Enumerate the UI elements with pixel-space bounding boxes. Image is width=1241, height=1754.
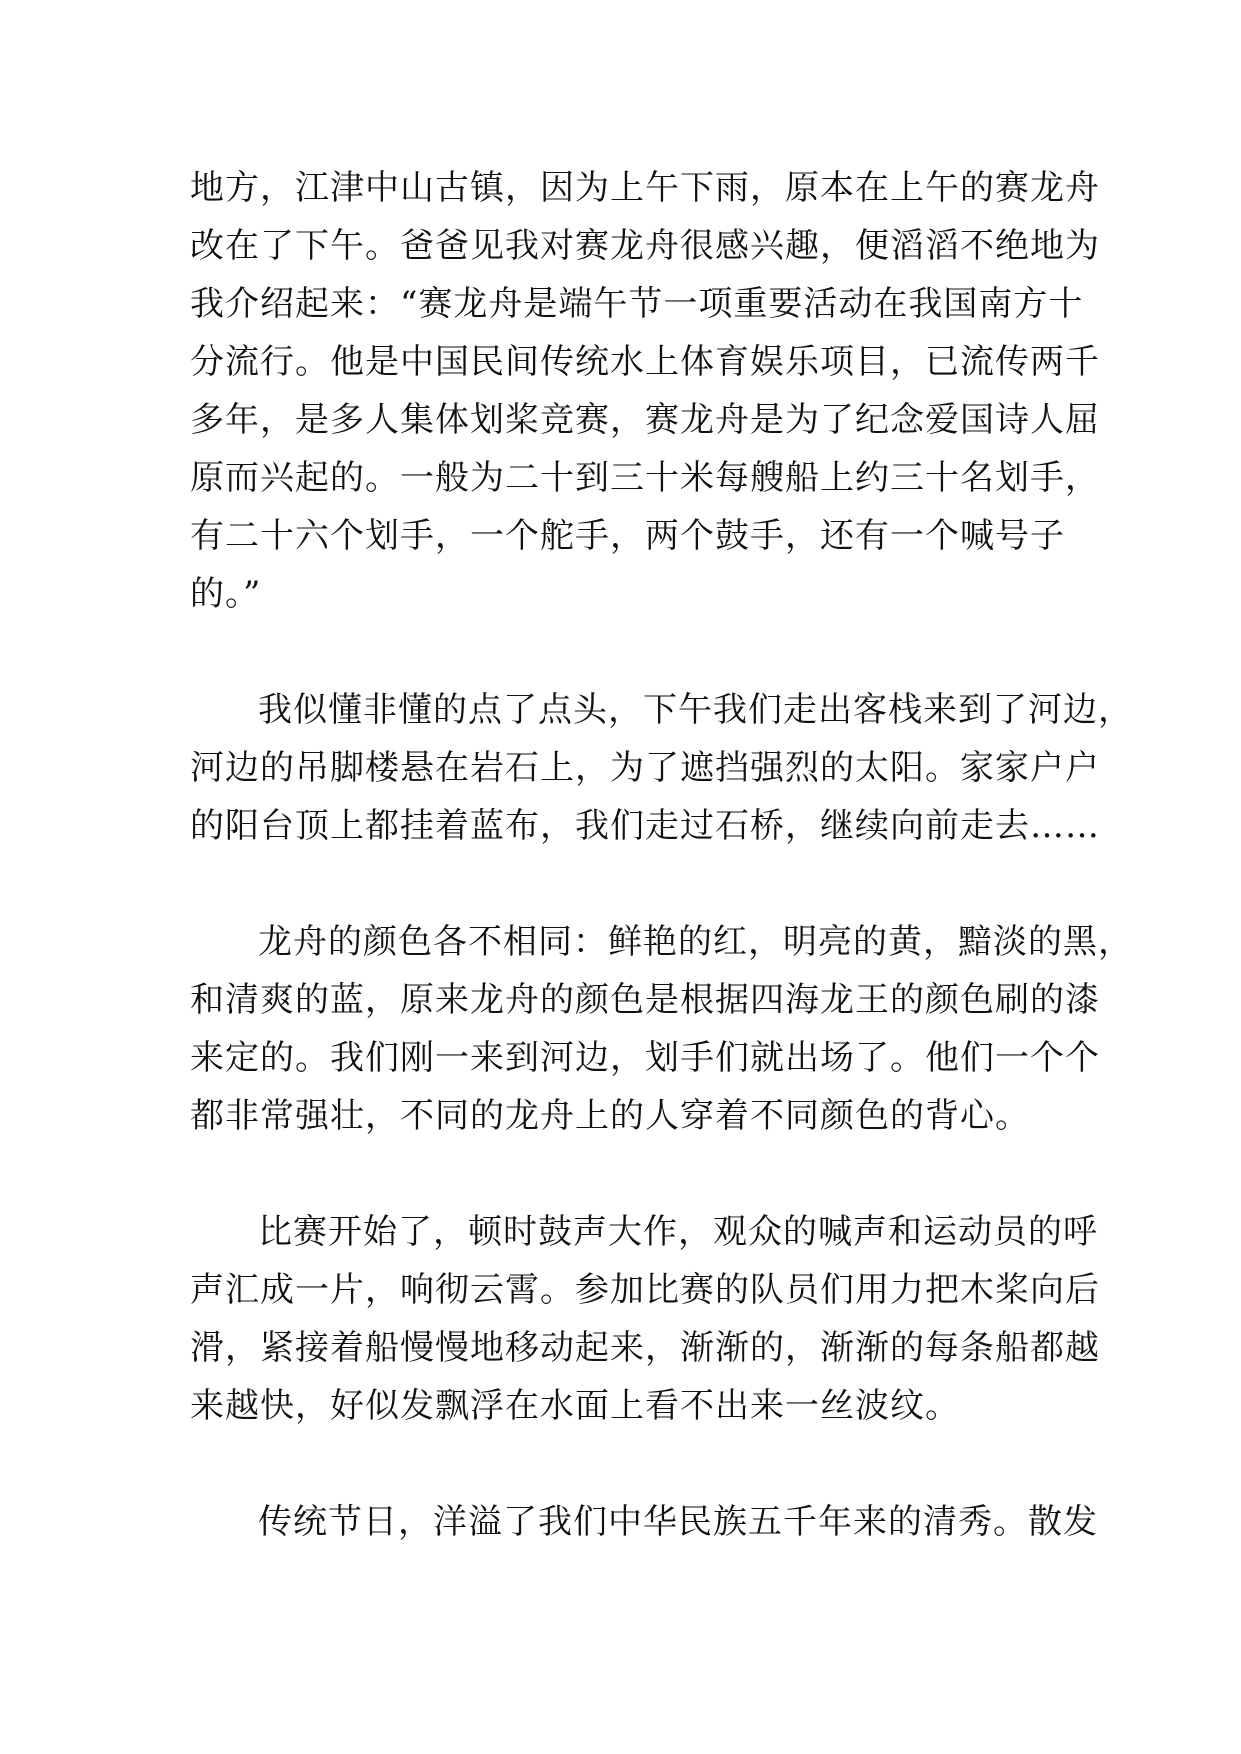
paragraph-spacer [190,1435,1070,1493]
text-line: 来越快，好似发飘浮在水面上看不出来一丝波纹。 [190,1386,960,1426]
text-line: 的阳台顶上都挂着蓝布，我们走过石桥，继续向前走去…… [190,806,1100,846]
text-line: 龙舟的颜色各不相同：鲜艳的红，明亮的黄，黯淡的黑， [258,922,1133,962]
text-line: 有二十六个划手，一个舵手，两个鼓手，还有一个喊号子 [190,516,1065,556]
text-line: 和清爽的蓝，原来龙舟的颜色是根据四海龙王的颜色刷的漆 [190,980,1100,1020]
paragraph [190,913,1133,1145]
text-line: 比赛开始了，顿时鼓声大作，观众的喊声和运动员的呼 [258,1212,1098,1252]
text-line: 地方，江津中山古镇，因为上午下雨，原本在上午的赛龙舟 [190,168,1100,208]
paragraph [190,159,1100,623]
text-line: 我介绍起来：“赛龙舟是端午节一项重要活动在我国南方十 [190,284,1084,324]
text-line: 的。” [190,574,262,614]
paragraph-spacer [190,855,1070,913]
document-body [190,159,1133,1551]
paragraph [190,681,1133,855]
paragraph-spacer [190,1145,1070,1203]
paragraph [190,1203,1100,1435]
text-line: 原而兴起的。一般为二十到三十米每艘船上约三十名划手， [190,458,1100,498]
text-line: 我似懂非懂的点了点头，下午我们走出客栈来到了河边， [258,690,1133,730]
text-line: 滑，紧接着船慢慢地移动起来，渐渐的，渐渐的每条船都越 [190,1328,1100,1368]
text-line: 改在了下午。爸爸见我对赛龙舟很感兴趣，便滔滔不绝地为 [190,226,1100,266]
paragraph-spacer [190,623,1070,681]
text-line: 分流行。他是中国民间传统水上体育娱乐项目，已流传两千 [190,342,1100,382]
text-line: 传统节日，洋溢了我们中华民族五千年来的清秀。散发 [258,1502,1098,1542]
text-line: 多年，是多人集体划桨竞赛，赛龙舟是为了纪念爱国诗人屈 [190,400,1100,440]
text-line: 来定的。我们刚一来到河边，划手们就出场了。他们一个个 [190,1038,1100,1078]
text-line: 都非常强壮，不同的龙舟上的人穿着不同颜色的背心。 [190,1096,1030,1136]
paragraph [190,1493,1098,1551]
text-line: 声汇成一片，响彻云霄。参加比赛的队员们用力把木桨向后 [190,1270,1100,1310]
text-line: 河边的吊脚楼悬在岩石上，为了遮挡强烈的太阳。家家户户 [190,748,1100,788]
